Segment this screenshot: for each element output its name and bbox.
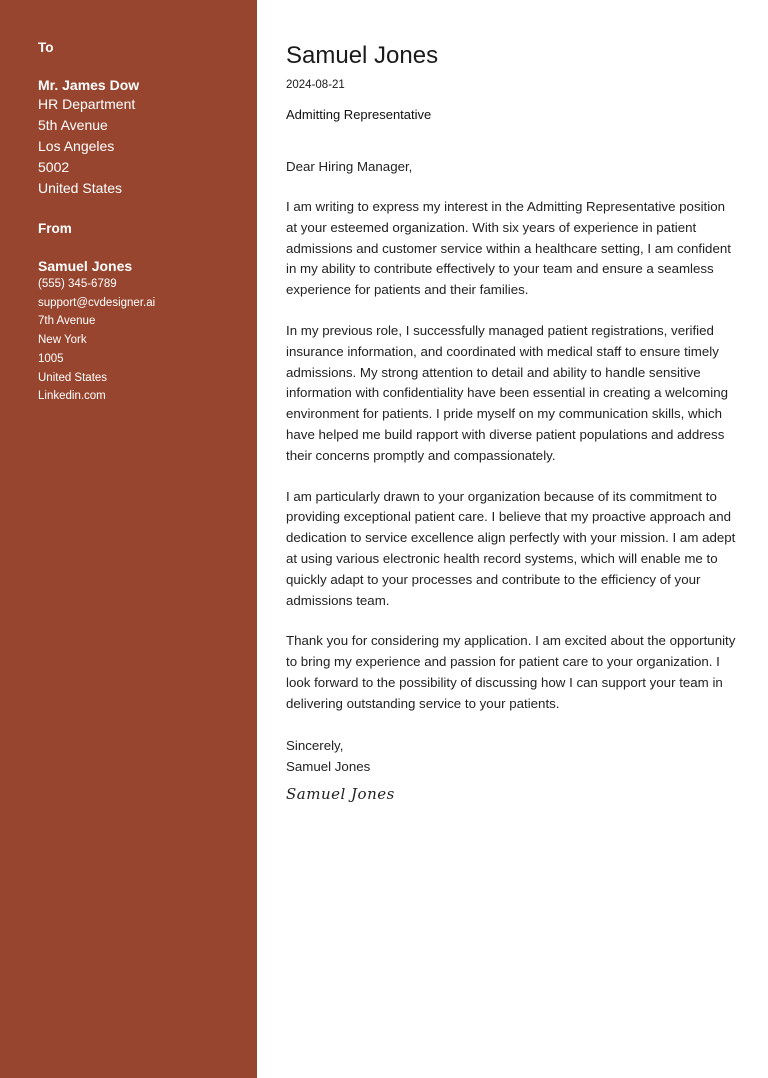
recipient-name: Mr. James Dow [38,77,140,93]
sender-heading: From [38,221,72,236]
paragraph-1: I am writing to express my interest in the Admitting Representative position at your esteemed organization. With six years of experience in patient admissions and customer service within a healthcare setting, I am confident in my ability to contribute effectively to your team and ensure a seamless experience for patients and their families. [286,199,731,298]
sender-name: Samuel Jones [38,258,133,274]
paragraph-4: Thank you for considering my application. I am excited about the opportunity to bring my experience and passion for patient care to your organization. I look forward to the possibility of discussing how I can support your team in delivering outstanding service to your patients. [286,633,736,711]
author-name: Samuel Jones [286,42,439,69]
sender-phone: (555) 345-6789 [38,278,117,290]
recipient-country: United States [38,180,123,196]
recipient-city: Los Angeles [38,138,115,154]
sidebar [0,0,257,1078]
handwritten-signature: Samuel Jones [286,784,395,803]
sender-linkedin[interactable]: Linkedin.com [38,390,106,403]
greeting: Dear Hiring Manager, [286,159,413,174]
letter-date: 2024-08-21 [286,79,345,91]
sender-email[interactable]: support@cvdesigner.ai [38,296,156,309]
recipient-zip: 5002 [38,159,70,175]
recipient-heading: To [38,40,54,55]
closing: Sincerely, [286,737,344,753]
letter-body [257,0,768,1078]
position-title: Admitting Representative [286,107,432,122]
sender-zip: 1005 [38,352,64,365]
paragraph-2: In my previous role, I successfully managed patient registrations, verified insurance information, and coordinated with medical staff to ensure timely admissions. My strong attention to detail and ability to handle sensitive information with confidentiality have been essential in creating a welcoming environment for patients. I pride myself on my communication skills, which have helped me build rapport with diverse patient populations and address their concerns promptly and compassionately. [286,322,728,463]
sender-city: New York [38,334,87,347]
sender-country: United States [38,371,108,384]
closing-name: Samuel Jones [286,758,371,774]
sender-street: 7th Avenue [38,315,96,328]
recipient-street: 5th Avenue [38,117,108,133]
recipient-department: HR Department [38,96,136,112]
paragraph-3: I am particularly drawn to your organization because of its commitment to providing exceptional patient care. I believe that my proactive approach and dedication to service excellence align perfectly with your mission. I am adept at using various electronic health record systems, which will enable me to quickly adapt to your processes and contribute to the efficiency of your admissions team. [286,488,736,608]
